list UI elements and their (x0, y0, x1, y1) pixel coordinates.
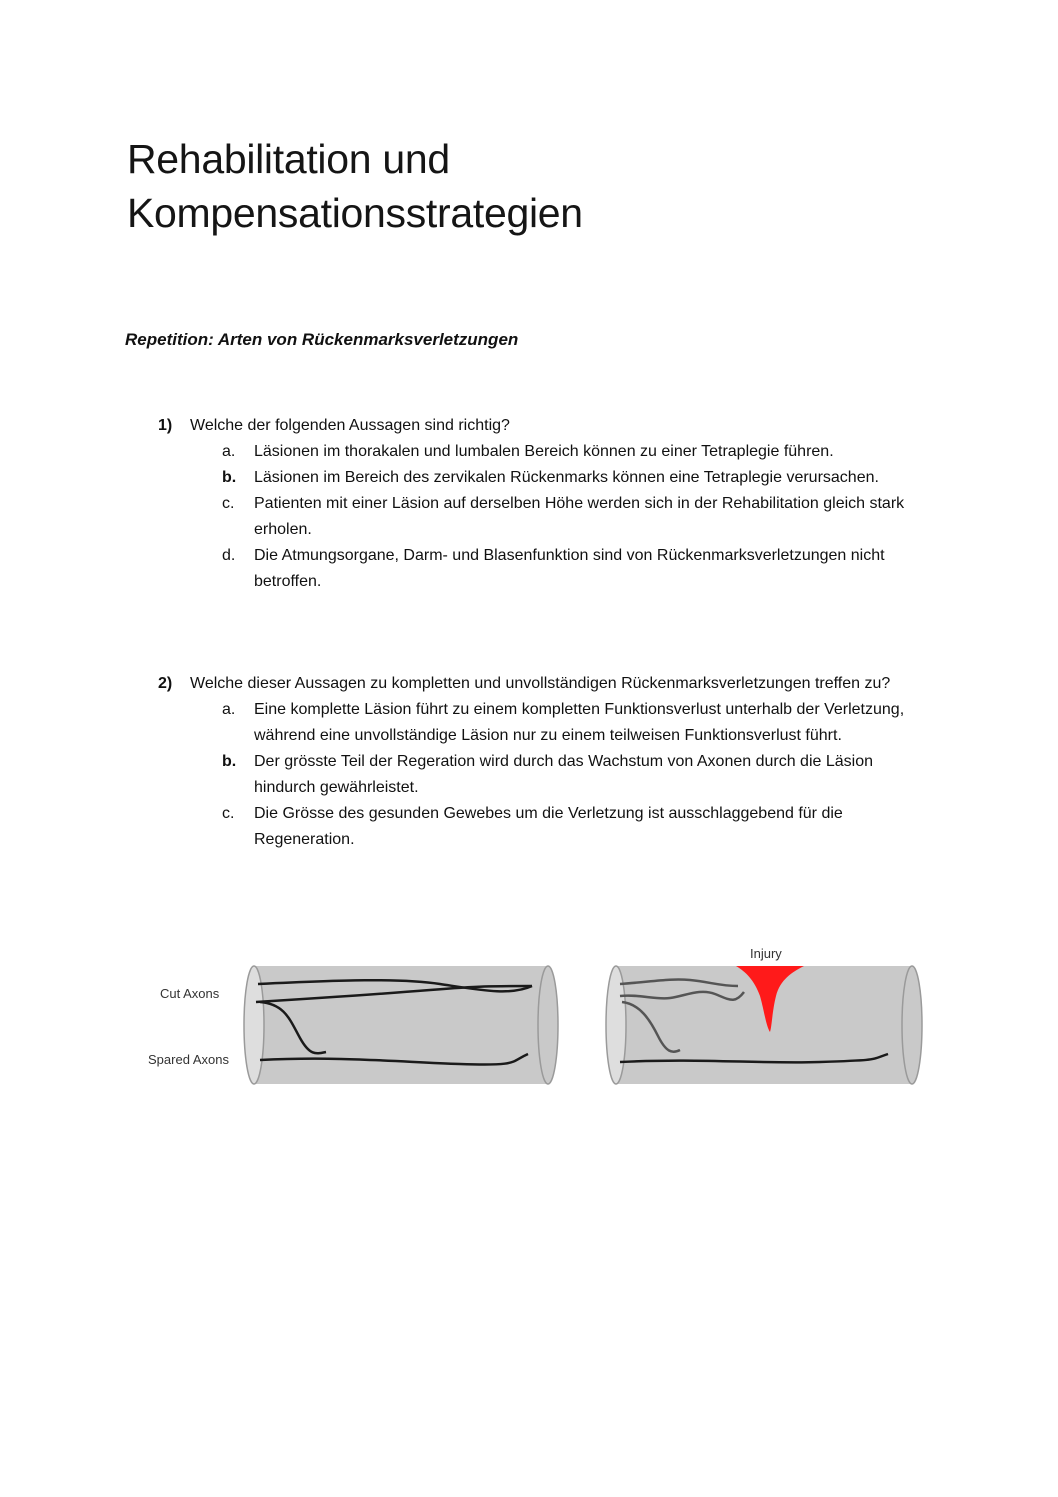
title-line-2: Kompensationsstrategien (127, 190, 583, 236)
page-title (127, 132, 583, 240)
option-c (222, 491, 918, 543)
label-cut-axons: Cut Axons (160, 986, 220, 1001)
option-text: Läsionen im Bereich des zervikalen Rückenmarks können eine Tetraplegie verursachen. (254, 469, 879, 486)
option-b (222, 465, 918, 491)
tube-end (902, 966, 922, 1084)
option-text: Die Atmungsorgane, Darm- und Blasenfunktion sind von Rückenmarksverletzungen nicht betroffen. (254, 547, 885, 590)
option-letter: b. (222, 469, 237, 486)
spinal-cord-figure (140, 940, 940, 1100)
option-b (222, 749, 918, 801)
option-text: Eine komplette Läsion führt zu einem kompletten Funktionsverlust unterhalb der Verletzung, während eine unvollständige Läsion nur zu einem teilweisen Funktionsverlust führt. (254, 701, 905, 744)
option-list (158, 439, 918, 595)
option-c (222, 801, 918, 853)
option-letter: a. (222, 443, 236, 460)
option-letter: a. (222, 701, 236, 718)
question-2 (158, 671, 918, 853)
label-injury: Injury (750, 946, 782, 961)
option-text: Die Grösse des gesunden Gewebes um die Verletzung ist ausschlaggebend für die Regeneration. (254, 805, 843, 848)
title-line-1: Rehabilitation und (127, 136, 450, 182)
injured-cord-tube (606, 966, 922, 1084)
question-number: 1) (158, 417, 173, 434)
label-spared-axons: Spared Axons (148, 1052, 229, 1067)
option-text: Der grösste Teil der Regeration wird durch das Wachstum von Axonen durch die Läsion hindurch gewährleistet. (254, 753, 873, 796)
option-letter: c. (222, 495, 235, 512)
tube-end (538, 966, 558, 1084)
option-d (222, 543, 918, 595)
question-text: Welche dieser Aussagen zu kompletten und unvollständigen Rückenmarksverletzungen treffen zu? (190, 675, 891, 692)
intact-cord-tube (244, 966, 558, 1084)
tube-body (252, 966, 548, 1084)
question-number: 2) (158, 675, 173, 692)
option-a (222, 697, 918, 749)
option-letter: b. (222, 753, 237, 770)
option-text: Patienten mit einer Läsion auf derselben Höhe werden sich in der Rehabilitation gleich stark erholen. (254, 495, 905, 538)
spinal-cord-illustration (140, 940, 940, 1100)
option-list (158, 697, 918, 853)
option-letter: c. (222, 805, 235, 822)
option-letter: d. (222, 547, 236, 564)
question-1 (158, 413, 918, 595)
question-text: Welche der folgenden Aussagen sind richtig? (190, 417, 510, 434)
option-a (222, 439, 918, 465)
section-subtitle: Repetition: Arten von Rückenmarksverletzungen (125, 330, 519, 349)
option-text: Läsionen im thorakalen und lumbalen Bereich können zu einer Tetraplegie führen. (254, 443, 834, 460)
